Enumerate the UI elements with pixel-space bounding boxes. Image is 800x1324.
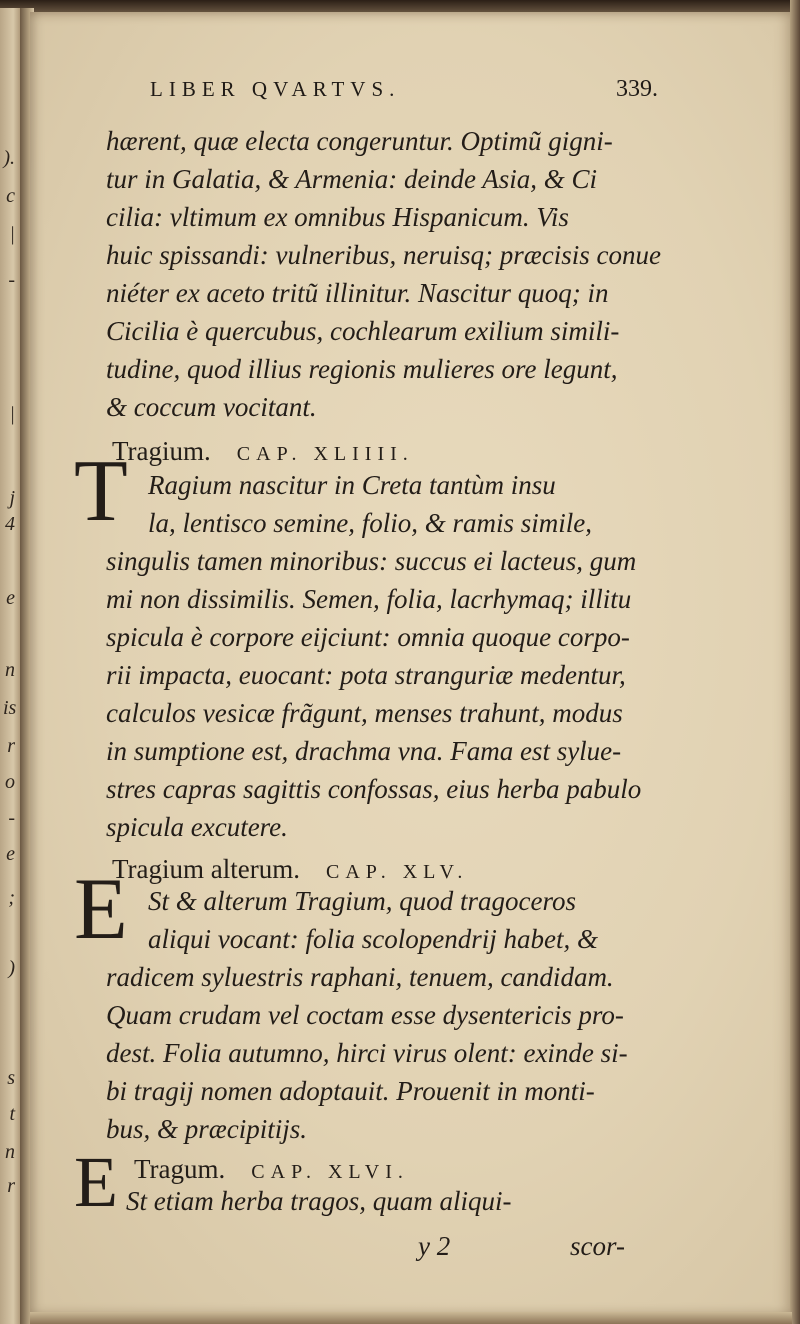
text-line: la, lentisco semine, folio, & ramis simile, [148, 508, 592, 538]
text-line: in sumptione est, drachma vna. Fama est sylue- [106, 736, 622, 766]
text-line: St etiam herba tragos, quam aliqui- [126, 1186, 512, 1216]
text-line: Ragium nascitur in Creta tantùm insu [148, 470, 556, 500]
chapter-title: Tragium. [112, 436, 211, 466]
margin-fragment: ; [8, 887, 15, 909]
chapter-number: CAP. XLVI. [251, 1161, 409, 1183]
margin-fragment: - [8, 807, 15, 829]
margin-fragment: is [3, 697, 17, 719]
text-line: aliqui vocant: folia scolopendrij habet, & [148, 924, 598, 954]
margin-fragment: c [6, 185, 15, 207]
drop-cap-initial: E [74, 861, 128, 958]
margin-fragment: n [5, 1141, 15, 1163]
margin-fragment: r [7, 1175, 15, 1197]
text-line: huic spissandi: vulneribus, neruisq; præcisis conue [106, 240, 661, 270]
text-line: cilia: vltimum ex omnibus Hispanicum. Vis [106, 202, 569, 232]
text-line: radicem syluestris raphani, tenuem, candidam. [106, 962, 614, 992]
running-head: LIBER QVARTVS. [150, 77, 401, 101]
book-right-edge [790, 0, 800, 1324]
text-line: & coccum vocitant. [106, 392, 317, 422]
text-line: hærent, quæ electa congeruntur. Optimũ gigni- [106, 126, 613, 156]
margin-fragment: n [5, 659, 15, 681]
margin-fragment: o [5, 771, 15, 793]
margin-fragment: - [8, 269, 15, 291]
chapter-number: CAP. XLIIII. [236, 443, 414, 465]
drop-cap-initial: T [74, 443, 128, 540]
chapter-title: Tragum. [134, 1154, 226, 1184]
text-line: tur in Galatia, & Armenia: deinde Asia, & Ci [106, 164, 597, 194]
book-page [30, 12, 792, 1316]
catchword: scor- [570, 1231, 625, 1261]
margin-fragment: s [7, 1067, 15, 1089]
text-line: tudine, quod illius regionis mulieres ore legunt, [106, 354, 618, 384]
text-line: Cicilia è quercubus, cochlearum exilium simili- [106, 316, 620, 346]
margin-fragment: | [9, 403, 15, 425]
margin-fragment: r [7, 735, 15, 757]
facing-page-edge [0, 8, 22, 1324]
page-number: 339. [616, 76, 658, 102]
text-line: bi tragij nomen adoptauit. Prouenit in monti- [106, 1076, 595, 1106]
page-text [30, 12, 792, 1316]
text-line: mi non dissimilis. Semen, folia, lacrhymaq; illitu [106, 584, 632, 614]
text-line: Quam crudam vel coctam esse dysentericis pro- [106, 1000, 624, 1030]
text-line: rii impacta, euocant: pota stranguriæ medentur, [106, 660, 626, 690]
text-line: St & alterum Tragium, quod tragoceros [148, 886, 577, 916]
margin-fragment: ). [3, 147, 15, 169]
text-line: niéter ex aceto tritũ illinitur. Nascitur quoq; in [106, 278, 609, 308]
text-line: spicula excutere. [106, 812, 288, 842]
chapter-number: CAP. XLV. [326, 861, 469, 883]
text-line: bus, & præcipitijs. [106, 1114, 308, 1144]
text-line: singulis tamen minoribus: succus ei lacteus, gum [106, 546, 637, 576]
margin-fragment: ) [8, 957, 15, 979]
margin-fragment: e [6, 843, 15, 865]
margin-fragment: 4 [5, 513, 15, 535]
margin-fragment: t [9, 1103, 15, 1125]
margin-fragment: e [6, 587, 15, 609]
text-line: spicula è corpore eijciunt: omnia quoque corpo- [106, 622, 630, 652]
drop-cap-initial: E [74, 1142, 118, 1222]
text-line: dest. Folia autumno, hirci virus olent: exinde si- [106, 1038, 628, 1068]
signature-mark: y 2 [418, 1231, 451, 1261]
page-header [150, 72, 670, 106]
margin-fragment: j [9, 487, 15, 509]
book-bottom-edge [30, 1312, 792, 1324]
text-line: stres capras sagittis confossas, eius herba pabulo [106, 774, 642, 804]
chapter-title: Tragium alterum. [112, 854, 300, 884]
margin-fragment: | [9, 223, 15, 245]
facing-page-fragments [0, 8, 22, 1324]
text-line: calculos vesicæ frãgunt, menses trahunt, modus [106, 698, 623, 728]
